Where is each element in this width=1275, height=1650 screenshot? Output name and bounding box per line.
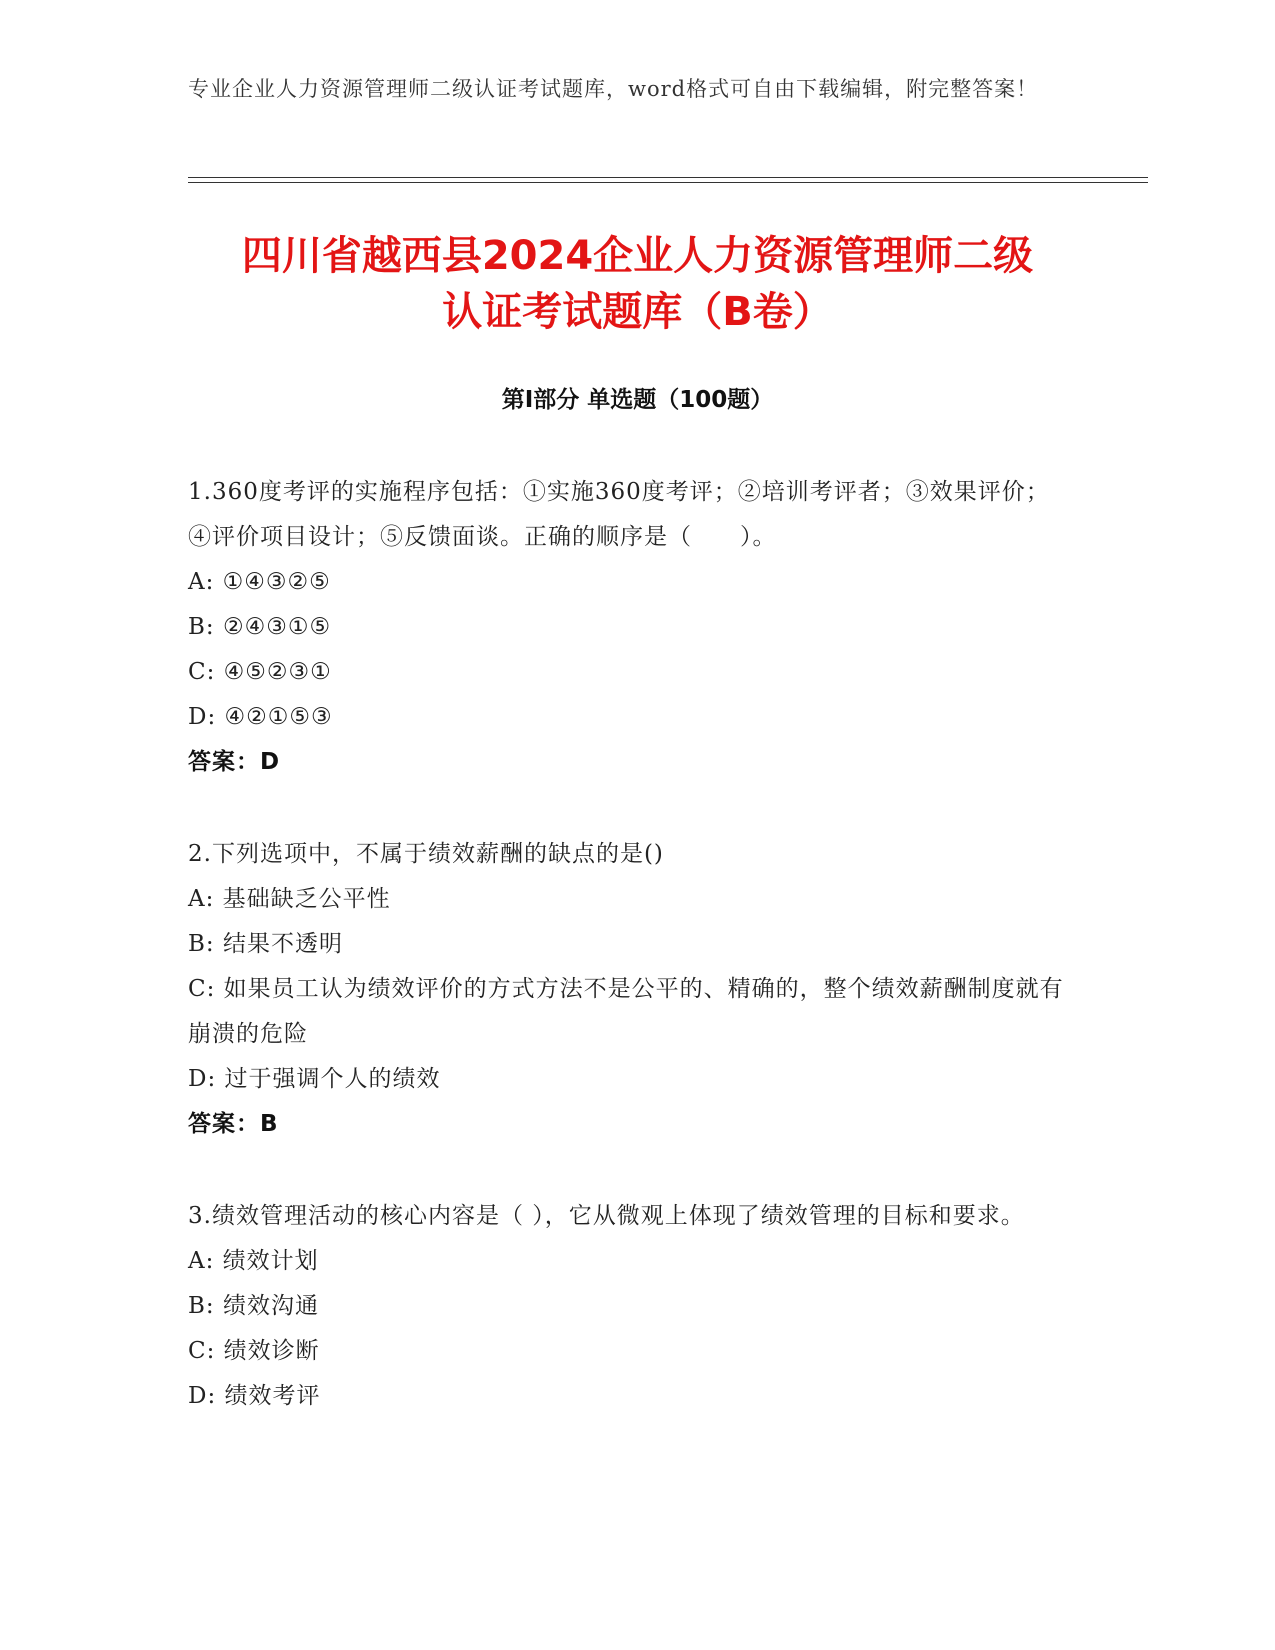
document-title-line-2: 认证考试题库（B卷） [442,289,833,335]
question-2 [188,832,1068,1147]
question-1-option-c: C: ④⑤②③① [188,659,332,685]
question-2-option-d: D: 过于强调个人的绩效 [188,1066,441,1092]
question-3 [188,1194,1068,1419]
question-1-option-b: B: ②④③①⑤ [188,614,332,640]
question-3-stem: 3.绩效管理活动的核心内容是（ ），它从微观上体现了绩效管理的目标和要求。 [188,1203,1025,1229]
header-divider-bottom [188,182,1148,183]
question-2-answer: 答案：B [188,1111,279,1137]
question-3-option-b: B: 绩效沟通 [188,1293,319,1319]
question-2-option-a: A: 基础缺乏公平性 [188,886,391,912]
question-3-option-a: A: 绩效计划 [188,1248,319,1274]
header-divider-top [188,177,1148,178]
question-1-answer: 答案：D [188,749,281,775]
question-1-option-d: D: ④②①⑤③ [188,704,333,730]
question-2-stem: 2.下列选项中，不属于绩效薪酬的缺点的是() [188,841,664,867]
question-1-stem: 1.360度考评的实施程序包括：①实施360度考评；②培训考评者；③效果评价；④评价项目设计；⑤反馈面谈。正确的顺序是（ ）。 [188,479,1050,550]
question-2-option-c: C: 如果员工认为绩效评价的方式方法不是公平的、精确的，整个绩效薪酬制度就有崩溃的危险 [188,976,1064,1047]
question-3-option-d: D: 绩效考评 [188,1383,321,1409]
section-title: 第I部分 单选题（100题） [501,387,774,413]
header-note: 专业企业人力资源管理师二级认证考试题库，word格式可自由下载编辑，附完整答案！ [188,77,1039,101]
document-title [160,228,1115,340]
question-2-option-b: B: 结果不透明 [188,931,343,957]
document-title-line-1: 四川省越西县2024企业人力资源管理师二级 [241,233,1034,279]
question-3-option-c: C: 绩效诊断 [188,1338,320,1364]
question-1-option-a: A: ①④③②⑤ [188,569,331,595]
question-1 [188,470,1068,785]
